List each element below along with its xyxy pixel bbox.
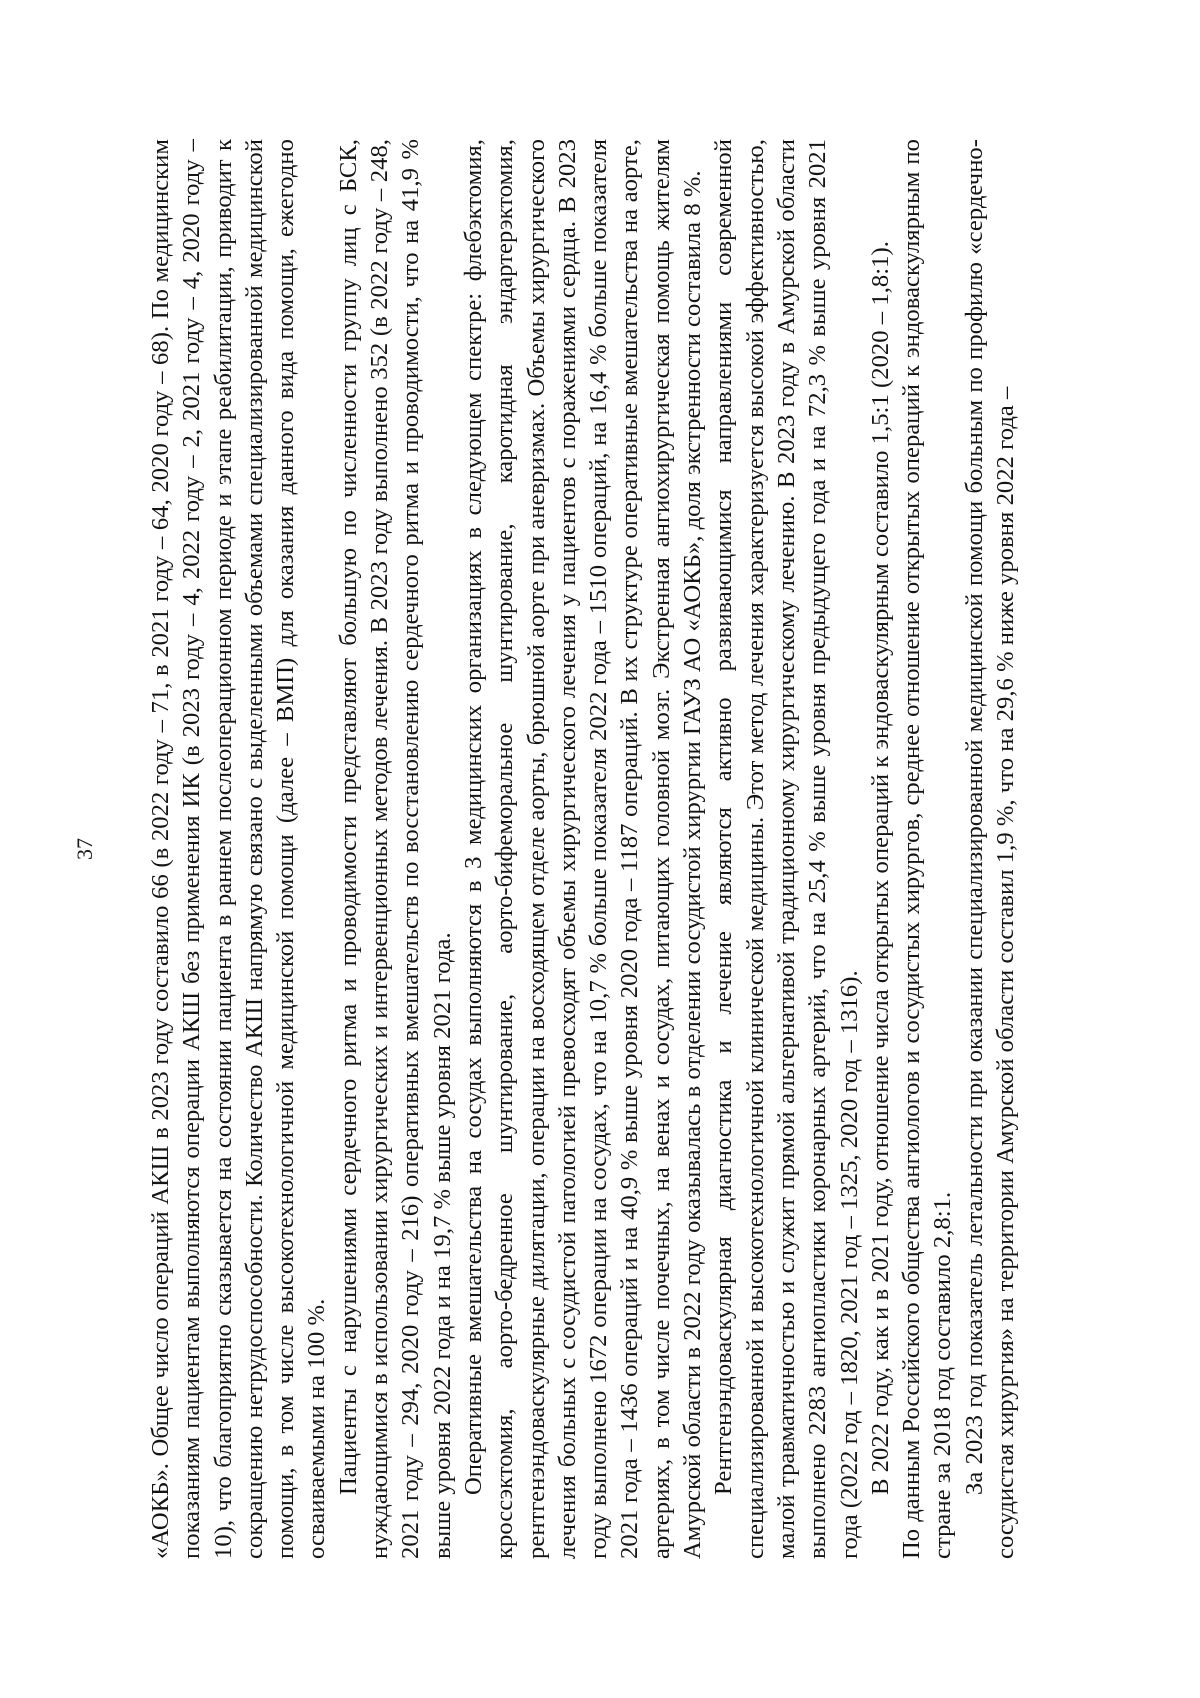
paragraph: Пациенты с нарушениями сердечного ритма и проводимости представляют большую по численности группу лиц с БСК, нуждающимися в использовании хирургических и интервенционных методов лечения. В 2023 году выполнено 352 (в 2022 году – 248, 2021 году – 294, 2020 году – 216) оперативных вмешательств по восстановлению сердечного ритма и проводимости, что на 41,9 % выше уровня 2022 года и на 19,7 % выше уровня 2021 года. (334, 139, 456, 1559)
page-number: 37 (72, 838, 97, 860)
paragraph: Рентгенэндоваскулярная диагностика и лечение являются активно развивающимися направлениями современной специализированной и высокотехнологичной клинической медицины. Этот метод лечения характеризуется высокой эффективностью, малой травматичностью и служит прямой альтернативой традиционному хирургическому лечению. В 2023 году в Амурской области выполнено 2283 ангиопластики коронарных артерий, что на 25,4 % выше уровня предыдущего года и на 72,3 % выше уровня 2021 года (2022 год – 1820, 2021 год – 1325, 2020 год – 1316). (710, 139, 863, 1559)
document-body (145, 139, 1021, 1559)
paragraph: В 2022 году, как и в 2021 году, отношение числа открытых операций к эндоваскулярным составило 1,5:1 (2020 – 1,8:1). (866, 241, 894, 1495)
rotated-document (50, 99, 1150, 1599)
paragraph: По данным Российского общества ангиологов и сосудистых хирургов, среднее отношение открытых операций к эндоваскулярным по стране за 2018 год составило 2,8:1. (898, 139, 957, 1559)
paragraph: «АОКБ». Общее число операций АКШ в 2023 году составило 66 (в 2022 году – 71, в 2021 году – 64, 2020 году – 68). По медицинским показаниям пациентам выполняются операции АКШ без применения ИК (в 2023 году – 4, 2022 году – 2, 2021 году – 4, 2020 году – 10), что благоприятно сказывается на состоянии пациента в раннем послеоперационном периоде и этапе реабилитации, приводит к сокращению нетрудоспособности. Количество АКШ напрямую связано с выделенными объемами специализированной медицинской помощи, в том числе высокотехнологичной медицинской помощи (далее – ВМП) для оказания данного вида помощи, ежегодно осваиваемыми на 100 %. (147, 139, 331, 1559)
paragraph: За 2023 год показатель летальности при оказании специализированной медицинской помощи больным по профилю «сердечно-сосудистая хирургия» на территории Амурской области составил 1,9 %, что на 29,6 % ниже уровня 2022 года – (960, 139, 1020, 1559)
paragraph: Оперативные вмешательства на сосудах выполняются в 3 медицинских организациях в следующем спектре: флебэктомия, кроссэктомия, аорто-бедренное шунтирование, аорто-бифеморальное шунтирование, каротидная эндартерэктомия, рентгенэндоваскулярные дилятации, операции на восходящем отделе аорты, брюшной аорте при аневризмах. Объемы хирургического лечения больных с сосудистой патологией превосходят объемы хирургического лечения у пациентов с поражениями сердца. В 2023 году выполнено 1672 операции на сосудах, что на 10,7 % больше показателя 2022 года – 1510 операций, на 16,4 % больше показателя 2021 года – 1436 операций и на 40,9 % выше уровня 2020 года – 1187 операций. В их структуре оперативные вмешательства на аорте, артериях, в том числе почечных, на венах и сосудах, питающих головной мозг. Экстренная ангиохирургическая помощь жителям Амурской области в 2022 году оказывалась в отделении сосудистой хирургии ГАУЗ АО «АОКБ», доля экстренности составила 8 %. (459, 139, 707, 1559)
